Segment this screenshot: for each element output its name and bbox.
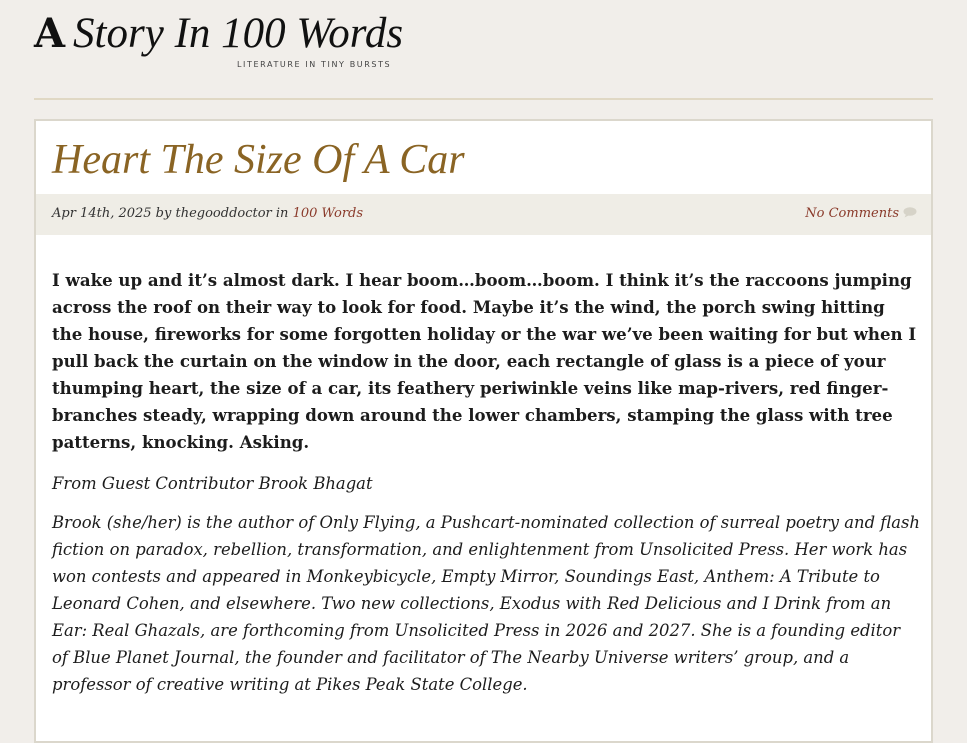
post-in-text: in (271, 206, 293, 221)
site-header (34, 0, 934, 100)
post-by-text: by (151, 206, 176, 221)
post-comments (805, 206, 917, 221)
site-title-text[interactable]: Story In 100 Words (73, 10, 404, 57)
post-article (34, 119, 933, 743)
post-category-link[interactable]: 100 Words (292, 206, 364, 221)
post-content (52, 267, 920, 698)
post-meta-info (52, 206, 363, 221)
site-title[interactable] (34, 10, 403, 58)
comments-link[interactable]: No Comments (805, 206, 899, 221)
post-meta-bar (36, 194, 931, 235)
site-title-initial[interactable]: A (34, 10, 66, 57)
header-divider (34, 98, 933, 100)
speech-bubble-icon[interactable] (903, 207, 917, 218)
site-tagline: LITERATURE IN TINY BURSTS (237, 60, 392, 69)
post-title[interactable]: Heart The Size Of A Car (52, 137, 465, 183)
contributor-line: From Guest Contributor Brook Bhagat (52, 474, 373, 493)
contributor-bio: Brook (she/her) is the author of Only Flying, a Pushcart-nominated collection of surreal poetry and flash fiction on paradox, rebellion, transformation, and enlightenment from Unsolicited Press. Her work has won contests and appeared in Monkeybicycle, Empty Mirror, Soundings East, Anthem: A Tribute to Leonard Cohen, and elsewhere. Two new collections, Exodus with Red Delicious and I Drink from an Ear: Real Ghazals, are forthcoming from Unsolicited Press in 2026 and 2027. She is a founding editor of Blue Planet Journal, the founder and facilitator of The Nearby Universe writers’ group, and a professor of creative writing at Pikes Peak State College. (52, 513, 920, 694)
post-author: thegooddoctor (175, 206, 272, 221)
post-date: Apr 14th, 2025 (52, 206, 152, 221)
story-text: I wake up and it’s almost dark. I hear boom…boom…boom. I think it’s the raccoons jumping across the roof on their way to look for food. Maybe it’s the wind, the porch swing hitting the house, fireworks for some forgotten holiday or the war we’ve been waiting for but when I pull back the curtain on the window in the door, each rectangle of glass is a piece of your thumping heart, the size of a car, its feathery periwinkle veins like map-rivers, red finger-branches steady, wrapping down around the lower chambers, stamping the glass with tree patterns, knocking. Asking. (52, 270, 917, 452)
